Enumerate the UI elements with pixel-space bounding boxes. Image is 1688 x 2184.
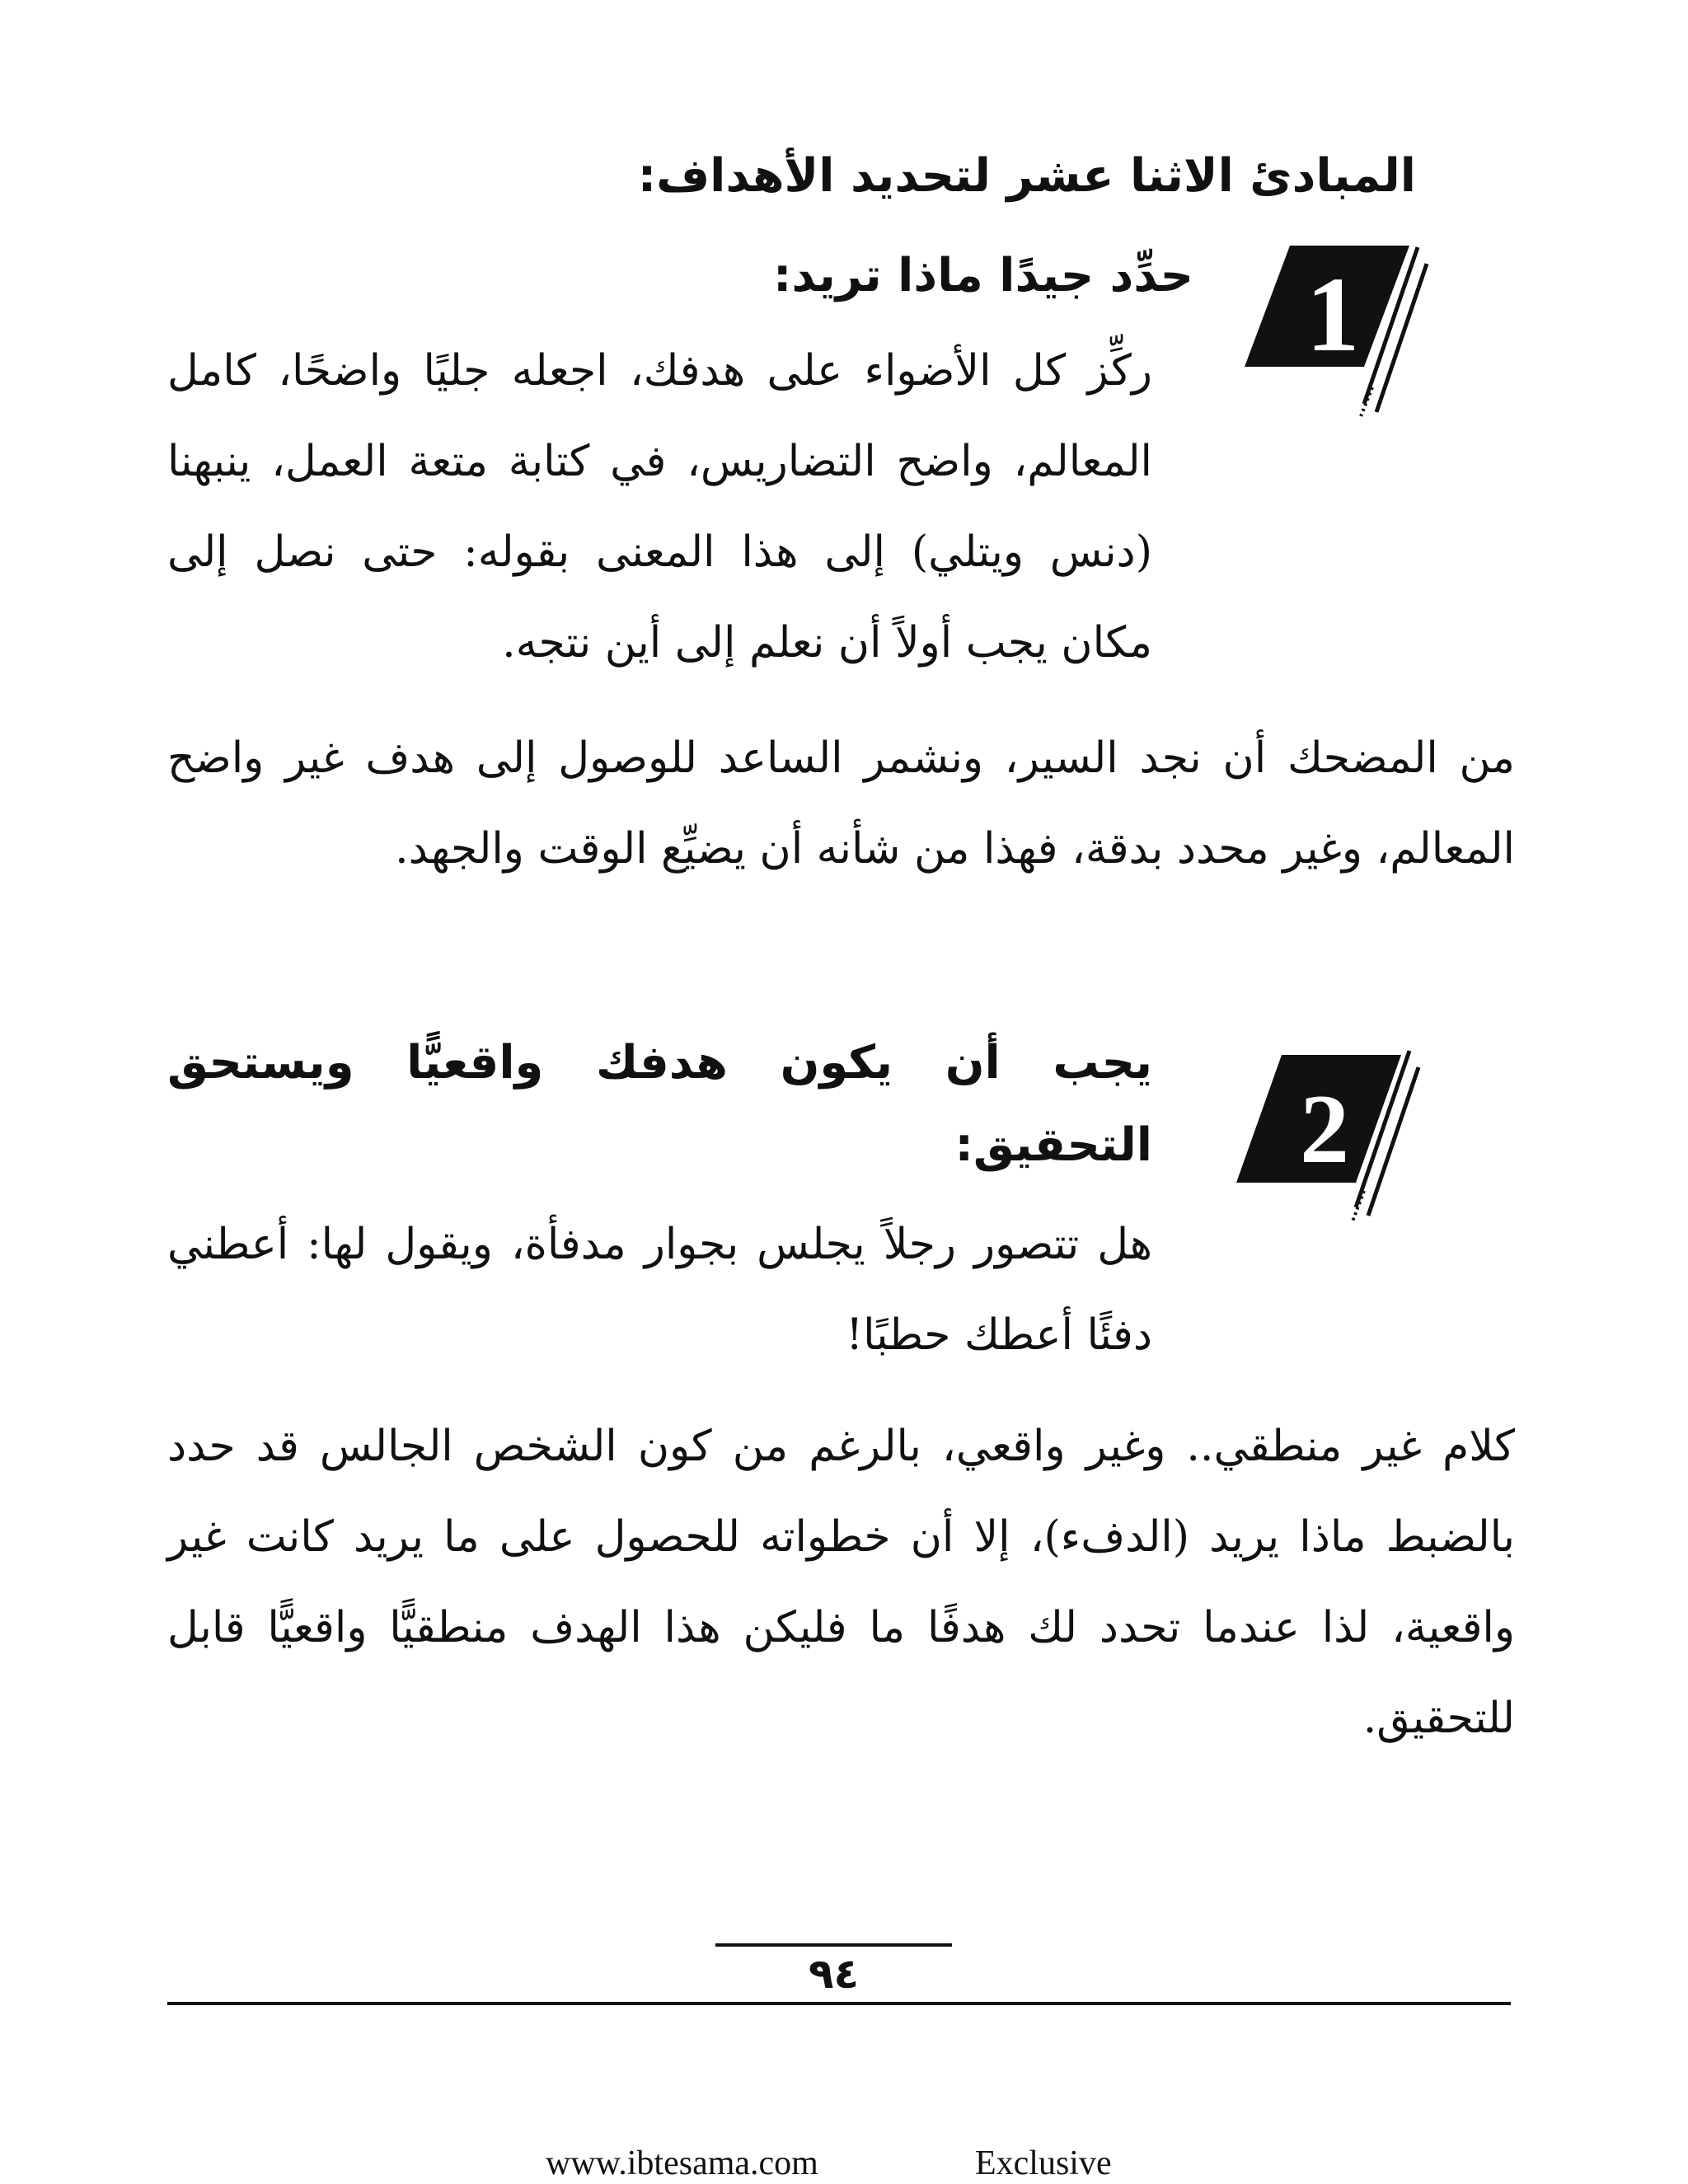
section-1-number: 1 [1306, 255, 1360, 374]
footer-rule [167, 2002, 1511, 2005]
section-2-followup: كلام غير منطقي.. وغير واقعي، بالرغم من كون الشخص الجالس قد حدد بالضبط ماذا يريد (الدفء)، إلا أن خطواته للحصول على ما يريد كانت غير واقعية، لذا عندما تحدد لك هدفًا ما فليكن هذا الهدف منطقيًّا واقعيًّا قابل للتحقيق. [167, 1422, 1515, 1743]
footer-website: www.ibtesama.com [546, 2144, 818, 2182]
page-title: المبادئ الاثنا عشر لتحديد الأهداف: [637, 149, 1416, 203]
section-1-heading: حدِّد جيدًا ماذا تريد: [773, 249, 1193, 302]
section-1-number-badge [1240, 239, 1430, 420]
section-1-followup: من المضحك أن نجد السير، ونشمر الساعد للوصول إلى هدف غير واضح المعالم، وغير محدد بدقة، فهذا من شأنه أن يضيِّع الوقت والجهد. [167, 733, 1515, 874]
section-2-number-badge [1232, 1038, 1422, 1228]
page-number: ٩٤ [808, 1950, 860, 1998]
slash-badge-icon [1232, 1038, 1422, 1228]
section-2-number: 2 [1300, 1074, 1349, 1183]
slash-badge-icon [1240, 239, 1430, 420]
footer-tag: Exclusive [975, 2144, 1112, 2182]
page-number-rule [715, 1943, 952, 1947]
section-2-body: هل تتصور رجلاً يجلس بجوار مدفأة، ويقول لها: أعطني دفئًا أعطك حطبًا! [167, 1220, 1152, 1360]
section-2-heading: يجب أن يكون هدفك واقعيًّا ويستحق التحقيق: [167, 1036, 1152, 1172]
section-1-body: ركِّز كل الأضواء على هدفك، اجعله جليًا واضحًا، كامل المعالم، واضح التضاريس، في كتابة متعة العمل، ينبهنا (دنس ويتلي) إلى هذا المعنى بقوله: حتى نصل إلى مكان يجب أولاً أن نعلم إلى أين نتجه. [167, 346, 1152, 668]
